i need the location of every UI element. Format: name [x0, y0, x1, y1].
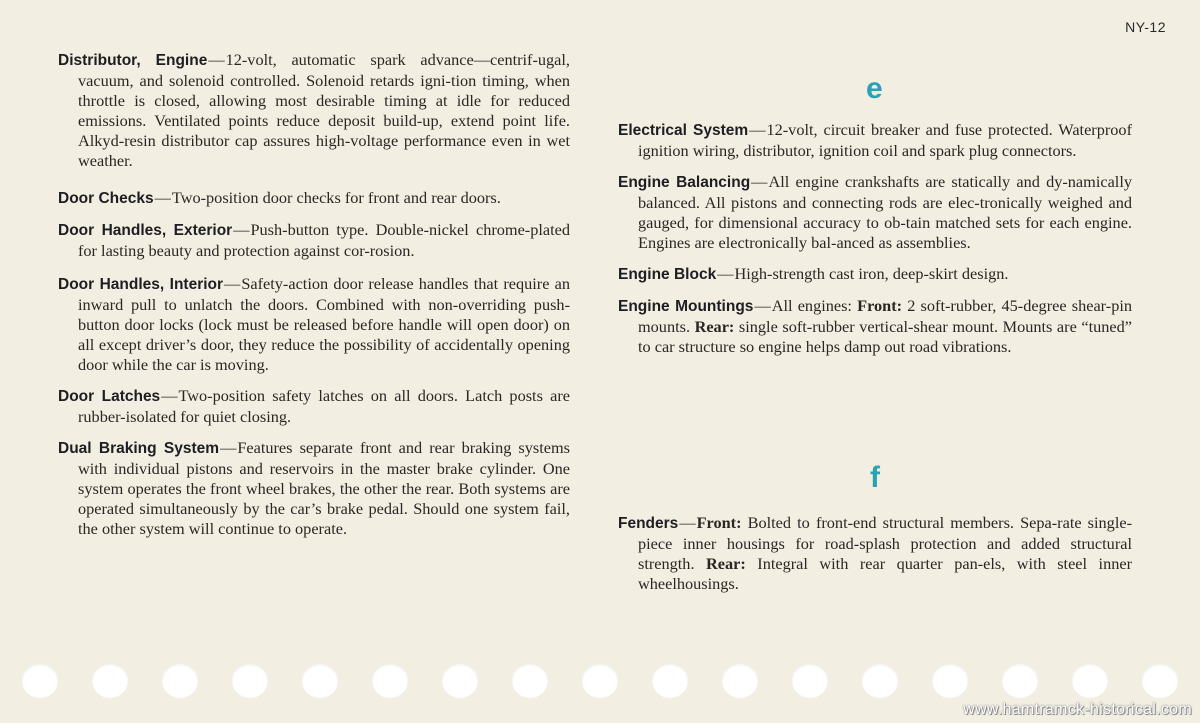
front-text: Bolted to front-end structural members. Sepa-rate single-piece inner housings for road-splash protection and added structural strength.: [638, 513, 1132, 573]
entry-door-handles-exterior: Door Handles, Exterior—Push-button type. Double-nickel chrome-plated for lasting beauty and protection against cor-rosion.: [58, 220, 571, 260]
rear-text: Integral with rear quarter pan-els, with steel inner wheelhousings.: [638, 554, 1132, 593]
entry-door-latches: Door Latches—Two-position safety latches on all doors. Latch posts are rubber-isolated for quiet closing.: [58, 386, 570, 426]
entry-text: Two-position door checks for front and rear doors.: [171, 188, 501, 207]
entry-intro: All engines:: [771, 296, 858, 315]
entry-term: Door Handles, Exterior: [58, 222, 233, 239]
binder-hole: [92, 664, 128, 698]
entry-door-checks: Door Checks—Two-position door checks for front and rear doors.: [58, 188, 501, 207]
front-label: Front:: [857, 296, 903, 315]
entry-term: Fenders: [618, 515, 679, 532]
binder-hole: [1072, 664, 1108, 698]
binder-hole: [862, 664, 898, 698]
binder-hole: [792, 664, 828, 698]
entry-text: Safety-action door release handles that require an inward pull to unlatch the doors. Combined with non-overriding push-button door locks (lock must be released before handle will open door) on all except driver’s door, they reduce the possibility of accidentally opening door while the car is moving.: [78, 274, 570, 374]
binder-hole: [442, 664, 478, 698]
left-column: [58, 50, 570, 539]
entry-term: Engine Mountings: [618, 298, 754, 315]
entry-door-handles-interior: Door Handles, Interior—Safety-action door release handles that require an inward pull to unlatch the doors. Combined with non-overriding push-button door locks (lock must be released before handle will open door) on all except driver’s door, they reduce the possibility of accidentally opening door while the car is moving.: [58, 274, 570, 374]
entry-term: Distributor, Engine: [58, 52, 208, 69]
binder-hole: [1142, 664, 1178, 698]
entry-text: Two-position safety latches on all doors. Latch posts are rubber-isolated for quiet closing.: [78, 386, 570, 426]
binder-hole: [652, 664, 688, 698]
binder-hole: [22, 664, 58, 698]
entry-fenders: Fenders—Front: Bolted to front-end structural members. Sepa-rate single-piece inner housings for road-splash protection and added structural strength. Rear: Integral with rear quarter pan-els, with steel inner wheelhousings.: [618, 513, 1132, 593]
entry-text: All engine crankshafts are statically and dy-namically balanced. All pistons and connecting rods are elec-tronically weighed and gauged, for dimensional accuracy to ob-tain matched sets for each engine. Engines are electronically bal-anced as assemblies.: [638, 172, 1132, 252]
rear-text: single soft-rubber vertical-shear mount. Mounts are “tuned” to car structure so engine helps damp out road vibrations.: [638, 317, 1132, 356]
page-number: NY-12: [1125, 19, 1166, 35]
right-column-f: [618, 513, 1132, 594]
binder-hole: [162, 664, 198, 698]
entry-term: Door Handles, Interior: [58, 276, 224, 293]
entry-term: Door Checks: [58, 190, 154, 207]
entry-term: Door Latches: [58, 388, 161, 405]
entry-dual-braking-system: Dual Braking System—Features separate front and rear braking systems with individual pistons and reservoirs in the master brake cylinder. One system operates the front wheel brakes, the other the rear. Both systems are operated simultaneously by the car’s brake pedal. Should one system fail, the other system will continue to operate.: [58, 438, 570, 538]
rear-label: Rear:: [706, 554, 746, 573]
entry-electrical-system: Electrical System—12-volt, circuit breaker and fuse protected. Waterproof ignition wiring, distributor, ignition coil and spark plug connectors.: [618, 120, 1132, 160]
front-text: 2 soft-rubber, 45-degree shear-pin mounts.: [638, 296, 1133, 336]
entry-engine-balancing: Engine Balancing—All engine crankshafts are statically and dy-namically balanced. All pistons and connecting rods are elec-tronically weighed and gauged, for dimensional accuracy to ob-tain matched sets for each engine. Engines are electronically bal-anced as assemblies.: [618, 172, 1132, 252]
entry-text: 12-volt, circuit breaker and fuse protected. Waterproof ignition wiring, distributor, ignition coil and spark plug connectors.: [638, 120, 1132, 160]
binder-hole: [512, 664, 548, 698]
binder-hole: [722, 664, 758, 698]
right-column-e: [618, 120, 1132, 357]
binder-hole: [1002, 664, 1038, 698]
section-letter-f: f: [870, 461, 880, 494]
entry-term: Engine Balancing: [618, 174, 751, 191]
entry-text: Push-button type. Double-nickel chrome-plated for lasting beauty and protection against cor-rosion.: [78, 220, 571, 260]
binder-hole: [932, 664, 968, 698]
entry-text: Features separate front and rear braking systems with individual pistons and reservoirs in the master brake cylinder. One system operates the front wheel brakes, the other the rear. Both systems are operated simultaneously by the car’s brake pedal. Should one system fail, the other system will continue to operate.: [78, 438, 570, 538]
entry-text: 12-volt, automatic spark advance—centrif-ugal, vacuum, and solenoid controlled. Solenoid retards igni-tion timing, when throttle is closed, allowing most desirable timing at idle for reduced emissions. Ventilated points reduce deposit build-up, extend point life. Alkyd-resin distributor cap assures high-voltage performance even in wet weather.: [78, 50, 571, 170]
binder-holes: [0, 664, 1200, 704]
entry-term: Dual Braking System: [58, 440, 220, 457]
entry-engine-block: Engine Block—High-strength cast iron, deep-skirt design.: [618, 264, 1009, 283]
binder-hole: [582, 664, 618, 698]
binder-hole: [372, 664, 408, 698]
front-label: Front:: [696, 513, 742, 532]
binder-hole: [232, 664, 268, 698]
watermark: www.hamtramck-historical.com: [963, 701, 1192, 718]
rear-label: Rear:: [694, 317, 735, 336]
entry-text: High-strength cast iron, deep-skirt design.: [734, 264, 1009, 283]
binder-hole: [302, 664, 338, 698]
entry-term: Engine Block: [618, 266, 717, 283]
entry-distributor-engine: Distributor, Engine—12-volt, automatic spark advance—centrif-ugal, vacuum, and solenoid controlled. Solenoid retards igni-tion timing, when throttle is closed, allowing most desirable timing at idle for reduced emissions. Ventilated points reduce deposit build-up, extend point life. Alkyd-resin distributor cap assures high-voltage performance even in wet weather.: [58, 50, 571, 170]
entry-engine-mountings: Engine Mountings—All engines: Front: 2 soft-rubber, 45-degree shear-pin mounts. Rear: single soft-rubber vertical-shear mount. Mounts are “tuned” to car structure so engine helps damp out road vibrations.: [618, 296, 1133, 356]
entry-term: Electrical System: [618, 122, 749, 139]
section-letter-e: e: [866, 72, 883, 105]
